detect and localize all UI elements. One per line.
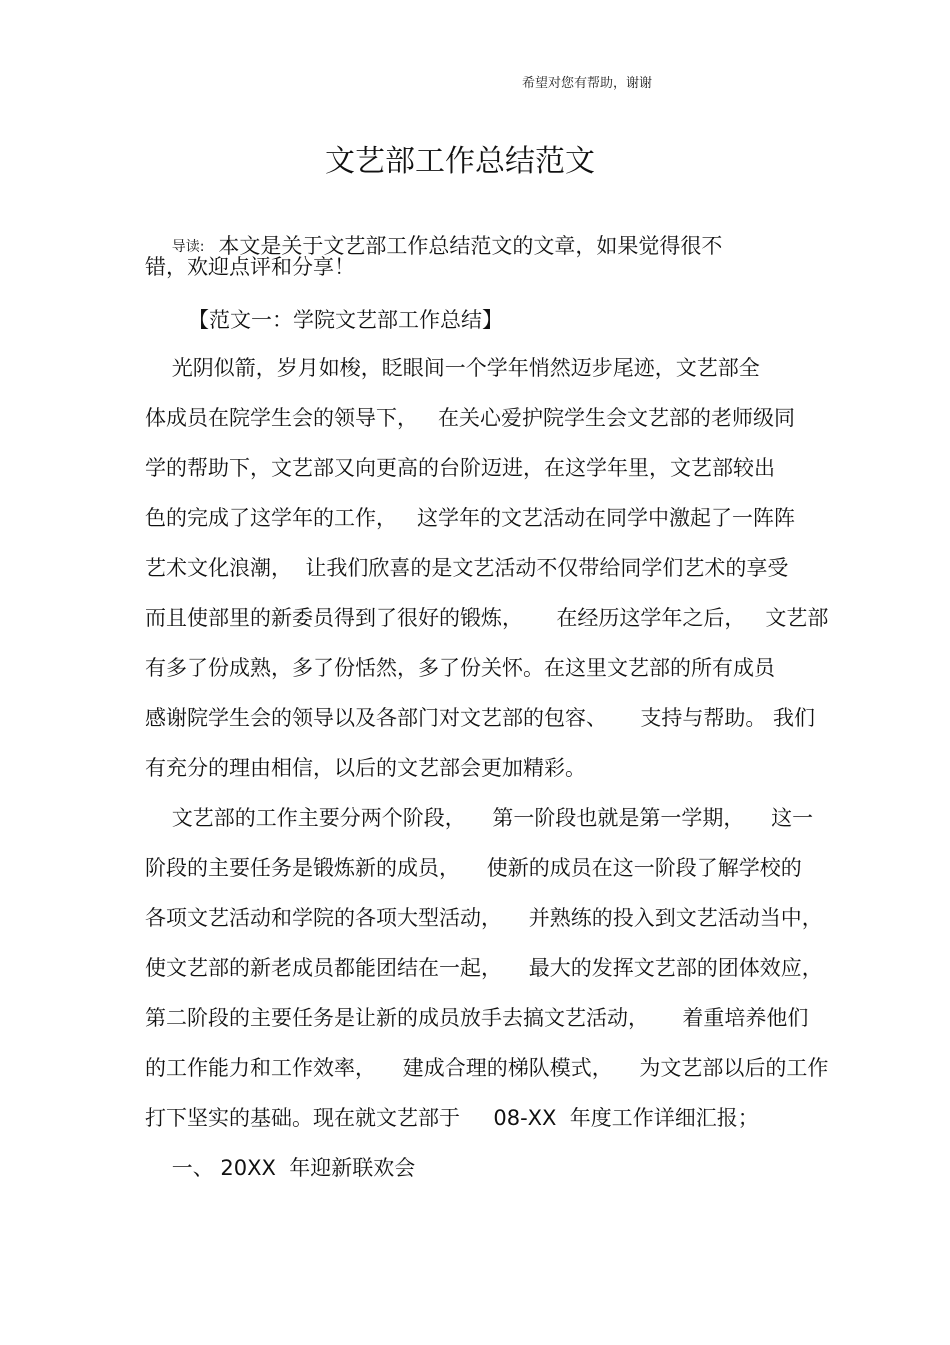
intro-text-1: 本文是关于文艺部工作总结范文的文章，如果觉得很不 xyxy=(218,234,723,258)
paragraph-2-line-7: 打下坚实的基础。现在就文艺部于 08-XX 年度工作详细汇报； xyxy=(145,1106,759,1130)
paragraph-1-line-7: 有多了份成熟，多了份恬然，多了份关怀。在这里文艺部的所有成员 xyxy=(145,656,775,680)
paragraph-1-line-4: 色的完成了这学年的工作， 这学年的文艺活动在同学中激起了一阵阵 xyxy=(145,506,796,530)
page-title: 文艺部工作总结范文 xyxy=(325,144,595,179)
paragraph-1-line-3: 学的帮助下，文艺部又向更高的台阶迈进，在这学年里，文艺部较出 xyxy=(145,456,775,480)
paragraph-2-line-5: 第二阶段的主要任务是让新的成员放手去搞文艺活动， 着重培养他们 xyxy=(145,1006,809,1030)
paragraph-2-line-3: 各项文艺活动和学院的各项大型活动， 并熟练的投入到文艺活动当中， xyxy=(145,906,823,930)
paragraph-2-line-2: 阶段的主要任务是锻炼新的成员， 使新的成员在这一阶段了解学校的 xyxy=(145,856,802,880)
section-heading: 【范文一：学院文艺部工作总结】 xyxy=(188,308,503,332)
intro-label: 导读: xyxy=(171,239,205,255)
paragraph-1-line-8: 感谢院学生会的领导以及各部门对文艺部的包容、 支持与帮助。 我们 xyxy=(145,706,816,730)
header-note: 希望对您有帮助，谢谢 xyxy=(522,76,653,91)
paragraph-2-line-4: 使文艺部的新老成员都能团结在一起， 最大的发挥文艺部的团体效应， xyxy=(145,956,823,980)
subheading: 一、 20XX 年迎新联欢会 xyxy=(145,1156,416,1180)
paragraph-1-line-6: 而且使部里的新委员得到了很好的锻炼， 在经历这学年之后， 文艺部 xyxy=(145,606,829,630)
paragraph-1-line-9: 有充分的理由相信，以后的文艺部会更加精彩。 xyxy=(145,756,586,780)
paragraph-1-line-2: 体成员在院学生会的领导下， 在关心爱护院学生会文艺部的老师级同 xyxy=(145,406,796,430)
paragraph-2-line-1: 文艺部的工作主要分两个阶段， 第一阶段也就是第一学期， 这一 xyxy=(145,806,814,830)
paragraph-1-line-5: 艺术文化浪潮， 让我们欣喜的是文艺活动不仅带给同学们艺术的享受 xyxy=(145,556,789,580)
paragraph-1-line-1: 光阴似箭，岁月如梭，眨眼间一个学年悄然迈步尾迹，文艺部全 xyxy=(145,356,760,380)
intro-line-2: 错，欢迎点评和分享！ xyxy=(145,255,355,279)
paragraph-2-line-6: 的工作能力和工作效率， 建成合理的梯队模式， 为文艺部以后的工作 xyxy=(145,1056,829,1080)
